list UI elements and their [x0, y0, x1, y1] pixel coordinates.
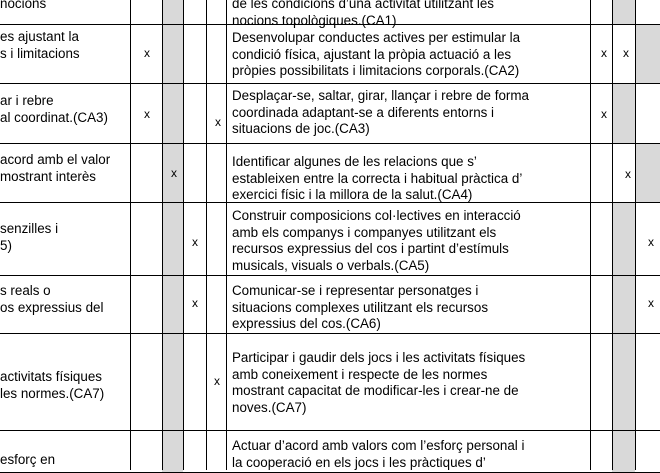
- column-divider: [590, 0, 591, 470]
- shaded-cell: [612, 0, 635, 24]
- criterion-text-line: Participar i gaudir dels jocs i les activitats físiques: [232, 350, 526, 365]
- column-divider: [130, 0, 131, 470]
- column-divider: [635, 0, 636, 470]
- criterion-text-line: Desenvolupar conductes actives per estimular la: [232, 30, 521, 45]
- x-mark: x: [171, 166, 177, 180]
- row-divider: [0, 83, 660, 84]
- row-divider: [0, 143, 660, 144]
- row-criterion-text: [232, 154, 582, 204]
- left-text-line: es ajustant la: [0, 29, 79, 44]
- left-text-line: 5): [0, 237, 12, 253]
- shaded-cell: [162, 275, 183, 333]
- shaded-cell: [612, 275, 635, 333]
- criterion-text-line: situacions complexes utilitzant els recursos: [232, 299, 489, 315]
- x-mark: x: [648, 235, 654, 249]
- left-text-line: s reals o: [0, 283, 51, 298]
- criterion-text-line: Desplaçar-se, saltar, girar, llançar i rebre de forma: [232, 88, 529, 103]
- x-mark: x: [215, 115, 221, 129]
- column-divider: [162, 0, 163, 470]
- column-divider: [612, 0, 613, 470]
- left-text-line: esforç en: [0, 452, 56, 467]
- row-divider: [0, 430, 660, 431]
- row-divider: [0, 275, 660, 276]
- row-criterion-text: [232, 438, 582, 471]
- left-text-line: activitats físiques: [0, 369, 102, 384]
- left-text-line: les normes.(CA7): [0, 385, 105, 401]
- x-mark: x: [144, 46, 150, 60]
- criterion-text-line: amb els companys i companyes utilitzant els: [232, 224, 497, 240]
- shaded-cell: [162, 333, 183, 430]
- x-mark: x: [192, 296, 198, 310]
- row-criterion-text: [232, 208, 582, 274]
- shaded-cell: [612, 430, 635, 472]
- row-divider: [0, 333, 660, 334]
- left-text-line: s i limitacions: [0, 45, 80, 61]
- row-criterion-text: [232, 283, 582, 333]
- shaded-cell: [612, 333, 635, 430]
- criterion-text-line: noves.(CA7): [232, 399, 307, 415]
- shaded-cell: [612, 202, 635, 275]
- x-mark: x: [144, 107, 150, 121]
- shaded-cell: [162, 24, 183, 83]
- left-text-line: acord amb el valor: [0, 152, 111, 167]
- left-text-line: nocions: [0, 0, 47, 11]
- column-divider: [226, 0, 227, 470]
- criterion-text-line: la cooperació en els jocs i les pràctiques d’: [232, 454, 486, 470]
- row-left-text: [0, 29, 130, 62]
- left-text-line: senzilles i: [0, 221, 59, 236]
- shaded-cell: [612, 83, 635, 143]
- x-mark: x: [625, 167, 631, 181]
- left-text-line: ar i rebre: [0, 93, 54, 108]
- left-text-line: mostrant interès: [0, 168, 97, 184]
- row-criterion-text: [232, 88, 582, 138]
- column-divider: [206, 0, 207, 470]
- shaded-cell: [635, 143, 660, 202]
- row-left-text: [0, 283, 130, 316]
- criterion-text-line: Construir composicions col·lectives en interacció: [232, 208, 521, 223]
- criterion-text-line: amb coneixement i respecte de les normes: [232, 366, 488, 382]
- x-mark: x: [648, 296, 654, 310]
- row-left-text: [0, 369, 130, 402]
- row-criterion-text: [232, 0, 582, 29]
- shaded-cell: [162, 0, 183, 24]
- criterion-text-line: Identificar algunes de les relacions que s’: [232, 154, 477, 169]
- left-text-line: al coordinat.(CA3): [0, 109, 108, 125]
- criterion-text-line: pròpies possibilitats i limitacions corporals.(CA2): [232, 63, 520, 79]
- criterion-text-line: recursos expressius del cos i partint d’estímuls: [232, 241, 509, 257]
- criterion-text-line: estableixen entre la correcta i habitual pràctica d’: [232, 170, 523, 186]
- x-mark: x: [601, 107, 607, 121]
- x-mark: x: [623, 46, 629, 60]
- x-mark: x: [601, 46, 607, 60]
- criterion-text-line: Comunicar-se i representar personatges i: [232, 283, 479, 298]
- shaded-cell: [162, 430, 183, 472]
- row-left-text: [0, 93, 130, 126]
- criterion-text-line: musicals, visuals o verbals.(CA5): [232, 257, 430, 273]
- x-mark: x: [214, 374, 220, 388]
- criterion-text-line: nocions topològiques.(CA1): [232, 12, 397, 28]
- criterion-text-line: exercici físic i la millora de la salut.(CA4): [232, 187, 473, 203]
- shaded-cell: [162, 202, 183, 275]
- column-divider: [183, 0, 184, 470]
- criterion-text-line: mostrant capacitat de modificar-les i crear-ne de: [232, 383, 519, 399]
- shaded-cell: [635, 24, 660, 83]
- row-left-text: [0, 152, 130, 185]
- criterion-text-line: Actuar d’acord amb valors com l’esforç personal i: [232, 438, 525, 453]
- x-mark: x: [192, 235, 198, 249]
- left-text-line: os expressius del: [0, 299, 104, 315]
- row-left-text: [0, 452, 130, 469]
- row-criterion-text: [232, 30, 582, 80]
- row-criterion-text: [232, 350, 582, 416]
- criterion-text-line: condició física, ajustant la pròpia actuació a les: [232, 46, 512, 62]
- shaded-cell: [162, 83, 183, 143]
- row-left-text: [0, 0, 130, 13]
- criterion-text-line: coordinada adaptant-se a diferents entorns i: [232, 104, 495, 120]
- criterion-text-line: expressius del cos.(CA6): [232, 316, 381, 332]
- criterion-text-line: situacions de joc.(CA3): [232, 121, 370, 137]
- row-left-text: [0, 221, 130, 254]
- criterion-text-line: de les condicions d’una activitat utilitzant les: [232, 0, 495, 11]
